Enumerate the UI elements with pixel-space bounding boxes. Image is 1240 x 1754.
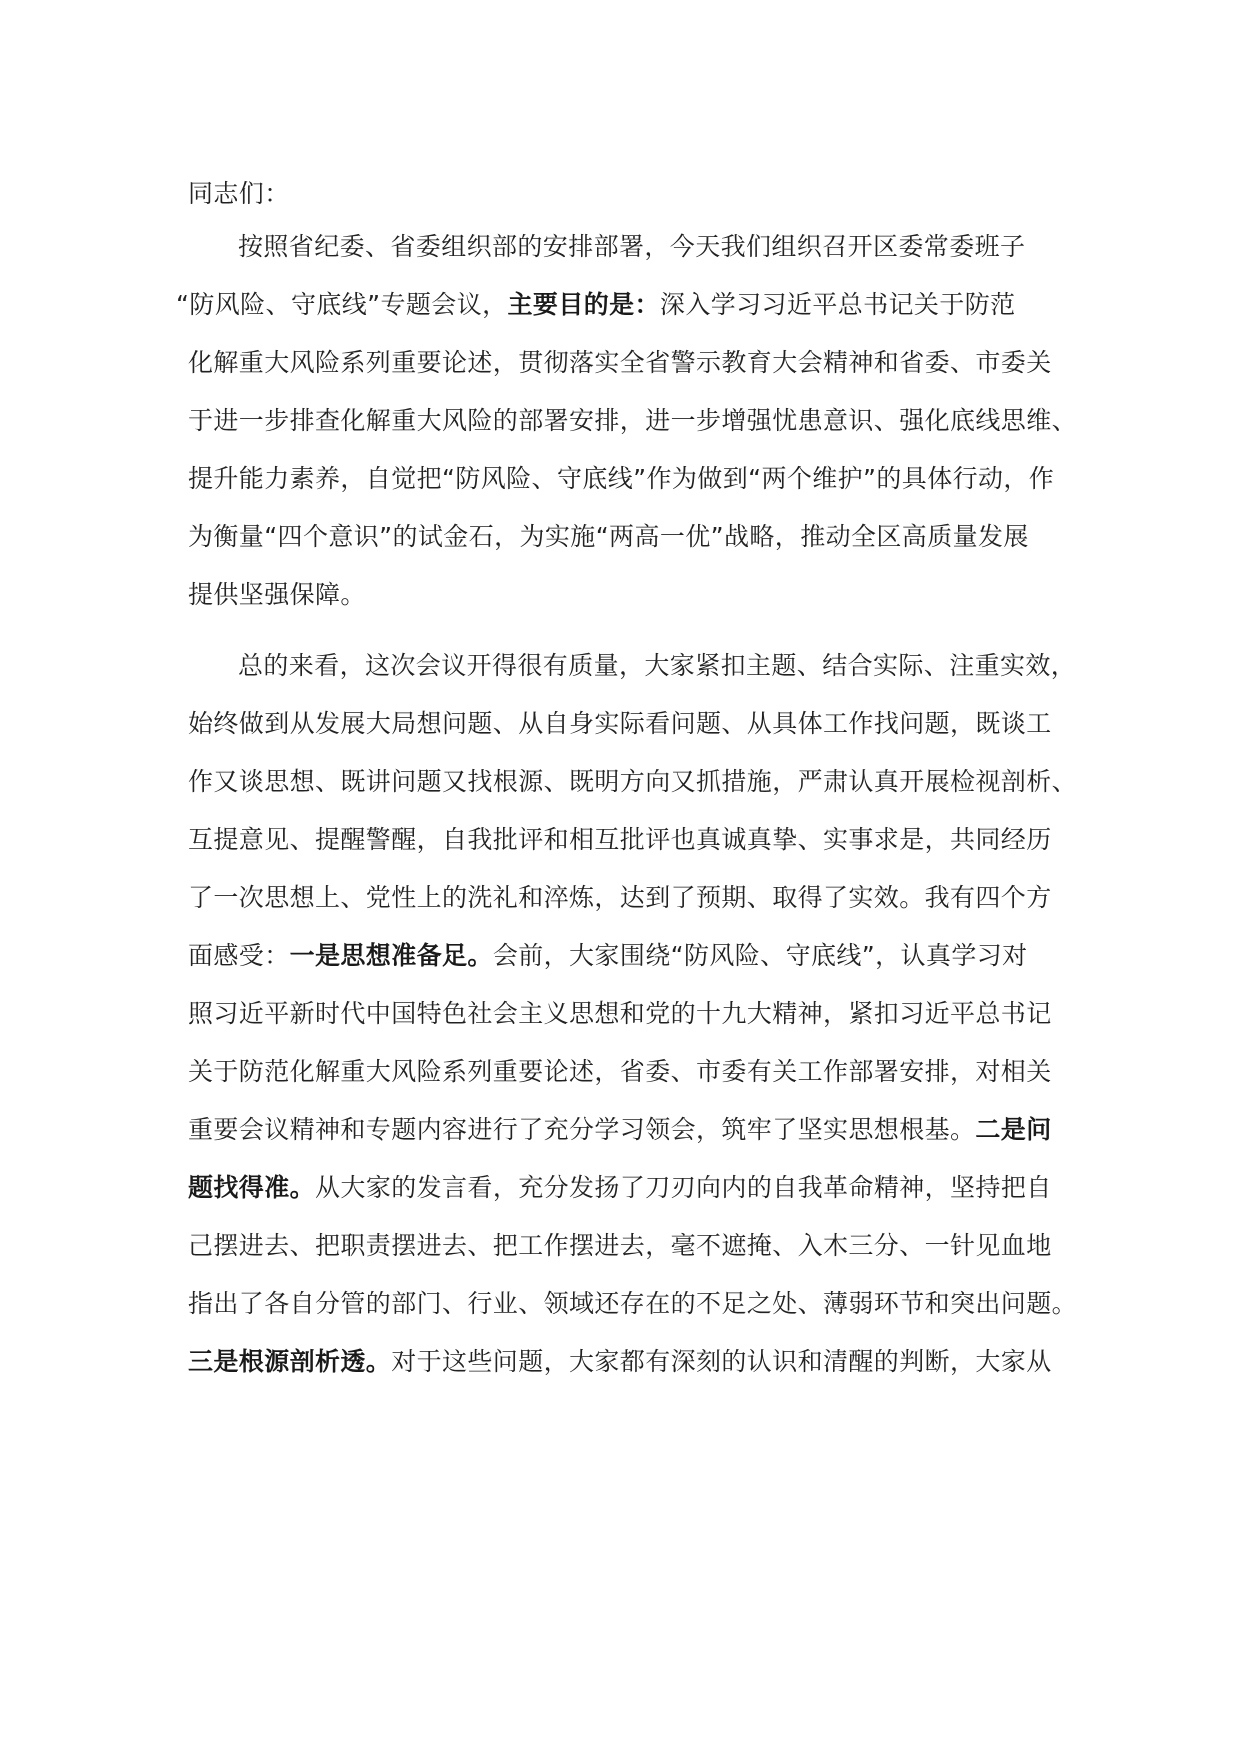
paragraph-line: 总的来看，这次会议开得很有质量，大家紧扣主题、结合实际、注重实效， — [238, 651, 1077, 680]
paragraph-line: 为衡量“四个意识”的试金石，为实施“两高一优”战略，推动全区高质量发展 — [188, 522, 1029, 551]
paragraph-line: 按照省纪委、省委组织部的安排部署，今天我们组织召开区委常委班子 — [238, 232, 1026, 261]
text-run: 从大家的发言看，充分发扬了刀刃向内的自我革命精神，坚持把自 — [315, 1173, 1052, 1202]
bold-run: 一是思想准备足。 — [289, 941, 493, 970]
bold-run: 题找得准。 — [188, 1173, 316, 1202]
text-run: 深入学习习近平总书记关于防范 — [659, 290, 1016, 319]
text-run: “防风险、守底线”专题会议， — [176, 290, 508, 319]
paragraph-line — [176, 285, 1056, 325]
paragraph-line: 化解重大风险系列重要论述，贯彻落实全省警示教育大会精神和省委、市委关 — [188, 348, 1052, 377]
text-run: 会前，大家围绕“防风险、守底线”，认真学习对 — [492, 941, 1028, 970]
paragraph-line: 提升能力素养，自觉把“防风险、守底线”作为做到“两个维护”的具体行动，作 — [188, 464, 1055, 493]
salutation: 同志们： — [188, 179, 290, 208]
paragraph-line: 照习近平新时代中国特色社会主义思想和党的十九大精神，紧扣习近平总书记 — [188, 999, 1052, 1028]
bold-run: 二是问 — [975, 1115, 1052, 1144]
paragraph-line: 了一次思想上、党性上的洗礼和淬炼，达到了预期、取得了实效。我有四个方 — [188, 883, 1052, 912]
bold-run: 主要目的是： — [507, 290, 660, 319]
paragraph-line: 始终做到从发展大局想问题、从自身实际看问题、从具体工作找问题，既谈工 — [188, 709, 1052, 738]
text-run: 对于这些问题，大家都有深刻的认识和清醒的判断，大家从 — [391, 1347, 1052, 1376]
paragraph-line — [188, 1342, 1068, 1382]
paragraph-line — [188, 936, 1068, 976]
paragraph-line: 作又谈思想、既讲问题又找根源、既明方向又抓措施，严肃认真开展检视剖析、 — [188, 767, 1078, 796]
paragraph-line: 于进一步排查化解重大风险的部署安排，进一步增强忧患意识、强化底线思维、 — [188, 406, 1078, 435]
bold-run: 三是根源剖析透。 — [188, 1347, 392, 1376]
paragraph-line: 互提意见、提醒警醒，自我批评和相互批评也真诚真挚、实事求是，共同经历 — [188, 825, 1052, 854]
paragraph-line: 指出了各自分管的部门、行业、领域还存在的不足之处、薄弱环节和突出问题。 — [188, 1289, 1078, 1318]
paragraph-line: 提供坚强保障。 — [188, 580, 366, 609]
paragraph-line — [188, 1110, 1068, 1150]
text-run: 面感受： — [188, 941, 290, 970]
paragraph-line: 己摆进去、把职责摆进去、把工作摆进去，毫不遮掩、入木三分、一针见血地 — [188, 1231, 1052, 1260]
text-run: 重要会议精神和专题内容进行了充分学习领会，筑牢了坚实思想根基。 — [188, 1115, 976, 1144]
paragraph-line — [188, 1168, 1068, 1208]
paragraph-line: 关于防范化解重大风险系列重要论述，省委、市委有关工作部署安排，对相关 — [188, 1057, 1052, 1086]
